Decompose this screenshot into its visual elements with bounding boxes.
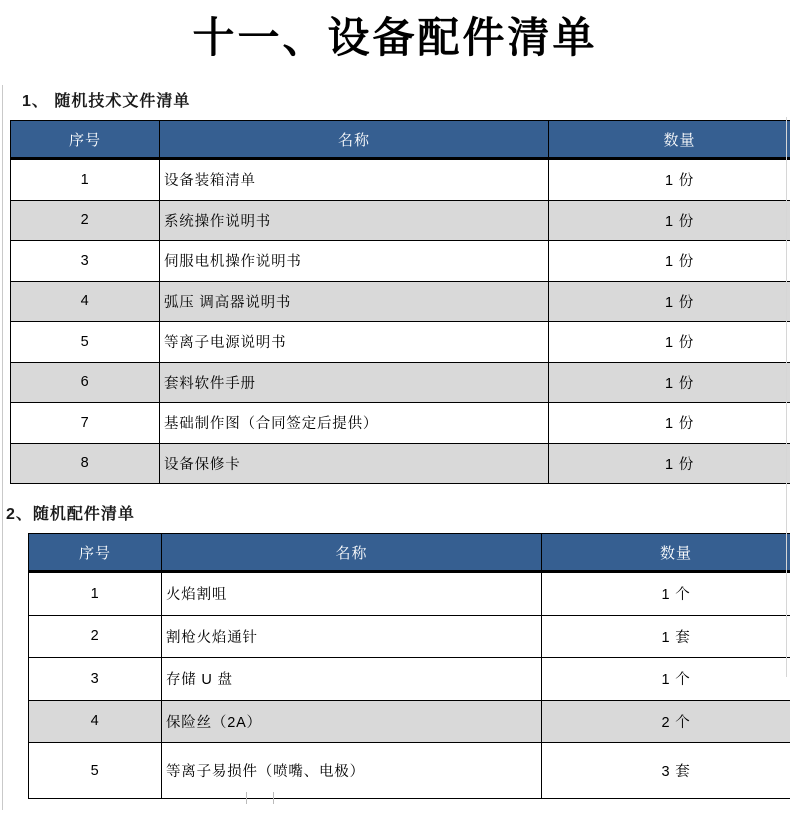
- row-name: 保险丝（2A）: [162, 700, 542, 743]
- row-no: 3: [11, 241, 160, 282]
- row-name: 火焰割咀: [162, 572, 542, 616]
- row-qty: 1 套: [542, 615, 790, 658]
- row-qty: 1 份: [549, 443, 790, 484]
- row-no: 6: [11, 362, 160, 403]
- table-row: [29, 615, 790, 658]
- table-row: [11, 403, 790, 444]
- row-name: 套料软件手册: [160, 362, 549, 403]
- row-no: 8: [11, 443, 160, 484]
- table-row: [11, 200, 790, 241]
- row-no: 2: [29, 615, 162, 658]
- column-header-name: 名称: [162, 534, 542, 572]
- row-qty: 3 套: [542, 743, 790, 799]
- row-qty: 1 份: [549, 200, 790, 241]
- table-row: [29, 743, 790, 799]
- technical-documents-table-body: [11, 159, 790, 484]
- table-row: [11, 443, 790, 484]
- row-name: 伺服电机操作说明书: [160, 241, 549, 282]
- technical-documents-table: [10, 120, 790, 484]
- row-name: 设备装箱清单: [160, 159, 549, 201]
- accessories-table-body: [29, 572, 790, 799]
- column-header-qty: 数量: [549, 121, 790, 159]
- row-qty: 1 份: [549, 322, 790, 363]
- row-qty: 1 份: [549, 159, 790, 201]
- column-header-no: 序号: [11, 121, 160, 159]
- table-row: [11, 241, 790, 282]
- row-no: 1: [29, 572, 162, 616]
- column-header-name: 名称: [160, 121, 549, 159]
- row-qty: 2 个: [542, 700, 790, 743]
- row-no: 5: [11, 322, 160, 363]
- row-no: 5: [29, 743, 162, 799]
- table-row: [29, 658, 790, 701]
- section-accessories: [0, 501, 790, 799]
- row-qty: 1 个: [542, 658, 790, 701]
- row-no: 2: [11, 200, 160, 241]
- row-name: 基础制作图（合同签定后提供）: [160, 403, 549, 444]
- page-edge-line-left: [2, 85, 3, 810]
- row-name: 弧压 调高器说明书: [160, 281, 549, 322]
- table-row: [11, 322, 790, 363]
- row-name: 割枪火焰通针: [162, 615, 542, 658]
- row-qty: 1 个: [542, 572, 790, 616]
- row-name: 等离子易损件（喷嘴、电极）: [162, 743, 542, 799]
- row-name: 存储 U 盘: [162, 658, 542, 701]
- row-no: 4: [29, 700, 162, 743]
- row-qty: 1 份: [549, 241, 790, 282]
- row-no: 4: [11, 281, 160, 322]
- row-no: 1: [11, 159, 160, 201]
- table-row: [29, 700, 790, 743]
- column-header-no: 序号: [29, 534, 162, 572]
- row-qty: 1 份: [549, 281, 790, 322]
- page-title: 十一、设备配件清单: [192, 14, 598, 61]
- table-row: [11, 362, 790, 403]
- accessories-table: [28, 533, 790, 799]
- row-qty: 1 份: [549, 362, 790, 403]
- page-edge-line-right: [786, 117, 787, 677]
- row-qty: 1 份: [549, 403, 790, 444]
- column-header-qty: 数量: [542, 534, 790, 572]
- table-row: [29, 572, 790, 616]
- scan-artifact: [246, 792, 247, 804]
- row-name: 系统操作说明书: [160, 200, 549, 241]
- row-name: 设备保修卡: [160, 443, 549, 484]
- scan-artifact: [273, 792, 274, 804]
- section-1-heading: 1、 随机技术文件清单: [22, 93, 191, 110]
- section-2-heading: 2、随机配件清单: [6, 506, 135, 523]
- row-name: 等离子电源说明书: [160, 322, 549, 363]
- table-header-row: [29, 534, 790, 572]
- row-no: 7: [11, 403, 160, 444]
- table-row: [11, 159, 790, 201]
- row-no: 3: [29, 658, 162, 701]
- table-row: [11, 281, 790, 322]
- section-technical-documents: [0, 88, 790, 484]
- table-header-row: [11, 121, 790, 159]
